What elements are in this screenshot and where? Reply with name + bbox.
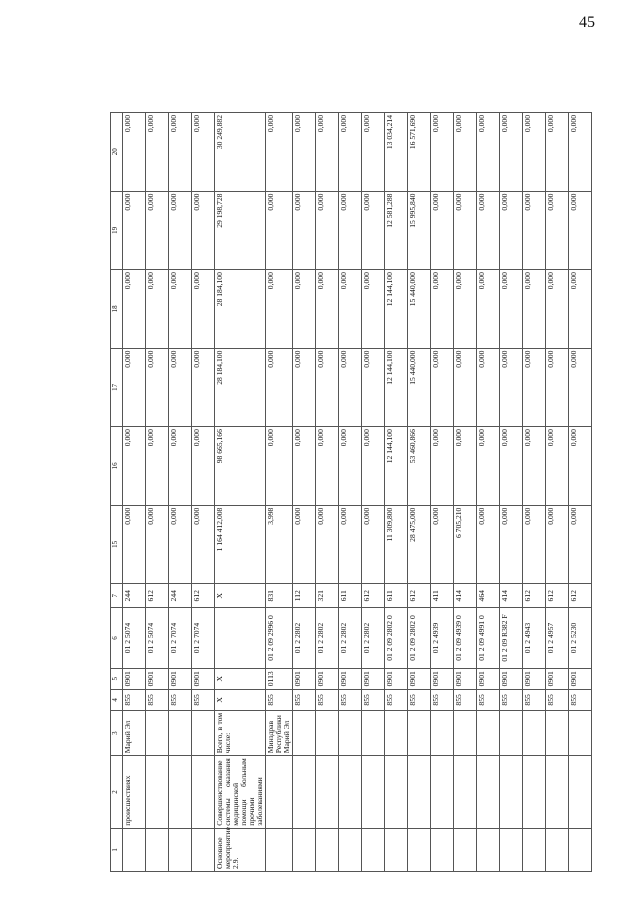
grbs-cell: 855 <box>192 689 215 710</box>
value-cell: 28 475,000 <box>407 505 430 584</box>
description-cell: Совершенствование системы оказания медицинской помощи больным прочими заболеваниями <box>215 756 266 828</box>
value-cell: 0,000 <box>265 427 292 506</box>
grbs-cell: 855 <box>545 689 568 710</box>
value-cell: 0,000 <box>315 270 338 349</box>
executor-cell <box>361 710 384 755</box>
rzpr-cell: 0901 <box>123 668 146 689</box>
vr-cell: 244 <box>169 584 192 608</box>
value-cell: 0,000 <box>265 191 292 270</box>
table-body <box>123 113 592 872</box>
description-cell <box>315 756 338 828</box>
executor-cell <box>522 710 545 755</box>
executor-cell <box>192 710 215 755</box>
value-cell: 0,000 <box>146 113 169 192</box>
value-cell: 0,000 <box>192 270 215 349</box>
description-cell <box>545 756 568 828</box>
table-row <box>545 113 568 872</box>
table-row <box>192 113 215 872</box>
value-cell: 11 309,800 <box>384 505 407 584</box>
rotated-table-container <box>110 112 578 872</box>
value-cell: 0,000 <box>453 348 476 427</box>
rzpr-cell: 0901 <box>545 668 568 689</box>
vr-cell: 612 <box>545 584 568 608</box>
vr-cell: 611 <box>338 584 361 608</box>
table-row <box>265 113 292 872</box>
value-cell: 0,000 <box>453 113 476 192</box>
value-cell: 0,000 <box>522 270 545 349</box>
measure-cell <box>338 828 361 871</box>
table-row <box>407 113 430 872</box>
grbs-cell: 855 <box>430 689 453 710</box>
description-cell <box>453 756 476 828</box>
csr-cell: 01 2 2802 <box>338 608 361 668</box>
table-row <box>338 113 361 872</box>
column-header: 15 <box>111 505 123 584</box>
measure-cell <box>522 828 545 871</box>
value-cell: 28 184,100 <box>215 348 266 427</box>
executor-cell: Марий Эл <box>123 710 146 755</box>
table-row <box>522 113 545 872</box>
description-cell <box>361 756 384 828</box>
rzpr-cell: 0901 <box>146 668 169 689</box>
table-row <box>292 113 315 872</box>
measure-cell <box>361 828 384 871</box>
executor-cell: Всего, в том числе: <box>215 710 266 755</box>
value-cell: 0,000 <box>169 191 192 270</box>
vr-cell: 414 <box>453 584 476 608</box>
vr-cell: 612 <box>146 584 169 608</box>
grbs-cell: Х <box>215 689 266 710</box>
value-cell: 30 249,882 <box>215 113 266 192</box>
table-row <box>453 113 476 872</box>
header-row <box>111 113 123 872</box>
csr-cell: 01 2 7074 <box>169 608 192 668</box>
grbs-cell: 855 <box>407 689 430 710</box>
rzpr-cell: 0901 <box>522 668 545 689</box>
value-cell: 0,000 <box>361 270 384 349</box>
value-cell: 12 144,100 <box>384 270 407 349</box>
value-cell: 0,000 <box>169 348 192 427</box>
measure-cell: Основное мероприятие 2.9. <box>215 828 266 871</box>
vr-cell: 464 <box>476 584 499 608</box>
value-cell: 0,000 <box>315 505 338 584</box>
grbs-cell: 855 <box>453 689 476 710</box>
column-header: 5 <box>111 668 123 689</box>
value-cell: 0,000 <box>545 113 568 192</box>
measure-cell <box>384 828 407 871</box>
value-cell: 0,000 <box>338 427 361 506</box>
value-cell: 0,000 <box>522 348 545 427</box>
value-cell: 15 440,000 <box>407 270 430 349</box>
value-cell: 0,000 <box>476 348 499 427</box>
value-cell: 0,000 <box>292 191 315 270</box>
table-row <box>215 113 266 872</box>
value-cell: 0,000 <box>499 427 522 506</box>
value-cell: 0,000 <box>453 191 476 270</box>
vr-cell: 831 <box>265 584 292 608</box>
table-row <box>430 113 453 872</box>
value-cell: 28 184,100 <box>215 270 266 349</box>
rzpr-cell: 0901 <box>476 668 499 689</box>
value-cell: 6 705,210 <box>453 505 476 584</box>
vr-cell: Х <box>215 584 266 608</box>
table-row <box>123 113 146 872</box>
value-cell: 0,000 <box>430 427 453 506</box>
measure-cell <box>169 828 192 871</box>
value-cell: 0,000 <box>123 348 146 427</box>
grbs-cell: 855 <box>476 689 499 710</box>
value-cell: 0,000 <box>146 427 169 506</box>
rzpr-cell: 0901 <box>315 668 338 689</box>
csr-cell <box>215 608 266 668</box>
rzpr-cell: 0901 <box>338 668 361 689</box>
measure-cell <box>192 828 215 871</box>
value-cell: 0,000 <box>430 505 453 584</box>
column-header: 18 <box>111 270 123 349</box>
value-cell: 0,000 <box>545 505 568 584</box>
value-cell: 0,000 <box>146 348 169 427</box>
value-cell: 0,000 <box>123 505 146 584</box>
value-cell: 0,000 <box>315 113 338 192</box>
table-row <box>499 113 522 872</box>
executor-cell <box>338 710 361 755</box>
rzpr-cell: 0901 <box>430 668 453 689</box>
value-cell: 53 460,866 <box>407 427 430 506</box>
description-cell <box>384 756 407 828</box>
value-cell: 0,000 <box>338 113 361 192</box>
measure-cell <box>499 828 522 871</box>
executor-cell: Минздрав Республики Марий Эл <box>265 710 292 755</box>
grbs-cell: 855 <box>568 689 591 710</box>
csr-cell: 01 2 4957 <box>545 608 568 668</box>
value-cell: 0,000 <box>430 348 453 427</box>
executor-cell <box>384 710 407 755</box>
grbs-cell: 855 <box>265 689 292 710</box>
column-header: 3 <box>111 710 123 755</box>
vr-cell: 414 <box>499 584 522 608</box>
measure-cell <box>430 828 453 871</box>
value-cell: 12 581,288 <box>384 191 407 270</box>
value-cell: 0,000 <box>499 191 522 270</box>
executor-cell <box>453 710 476 755</box>
value-cell: 0,000 <box>476 270 499 349</box>
table-row <box>315 113 338 872</box>
vr-cell: 612 <box>568 584 591 608</box>
executor-cell <box>292 710 315 755</box>
grbs-cell: 855 <box>338 689 361 710</box>
value-cell: 0,000 <box>192 113 215 192</box>
value-cell: 0,000 <box>522 427 545 506</box>
rzpr-cell: 0901 <box>407 668 430 689</box>
value-cell: 15 440,000 <box>407 348 430 427</box>
value-cell: 0,000 <box>146 191 169 270</box>
vr-cell: 611 <box>384 584 407 608</box>
value-cell: 0,000 <box>192 505 215 584</box>
value-cell: 0,000 <box>338 191 361 270</box>
csr-cell: 01 2 09 2802 0 <box>407 608 430 668</box>
value-cell: 0,000 <box>338 270 361 349</box>
value-cell: 0,000 <box>292 348 315 427</box>
value-cell: 0,000 <box>169 427 192 506</box>
table-row <box>476 113 499 872</box>
value-cell: 0,000 <box>522 113 545 192</box>
executor-cell <box>476 710 499 755</box>
description-cell <box>338 756 361 828</box>
grbs-cell: 855 <box>146 689 169 710</box>
value-cell: 0,000 <box>315 191 338 270</box>
value-cell: 0,000 <box>123 427 146 506</box>
value-cell: 0,000 <box>499 348 522 427</box>
value-cell: 0,000 <box>568 113 591 192</box>
description-cell <box>522 756 545 828</box>
csr-cell: 01 2 2802 <box>361 608 384 668</box>
rzpr-cell: 0901 <box>292 668 315 689</box>
measure-cell <box>453 828 476 871</box>
value-cell: 0,000 <box>315 427 338 506</box>
value-cell: 0,000 <box>169 113 192 192</box>
page-number: 45 <box>579 14 595 31</box>
vr-cell: 612 <box>407 584 430 608</box>
value-cell: 0,000 <box>169 270 192 349</box>
executor-cell <box>169 710 192 755</box>
column-header: 20 <box>111 113 123 192</box>
value-cell: 0,000 <box>430 113 453 192</box>
column-header: 6 <box>111 608 123 668</box>
rzpr-cell: 0901 <box>384 668 407 689</box>
csr-cell: 01 2 5230 <box>568 608 591 668</box>
value-cell: 0,000 <box>361 348 384 427</box>
description-cell <box>265 756 292 828</box>
description-cell <box>407 756 430 828</box>
description-cell <box>568 756 591 828</box>
measure-cell <box>146 828 169 871</box>
csr-cell: 01 2 4943 <box>522 608 545 668</box>
rzpr-cell: 0113 <box>265 668 292 689</box>
value-cell: 0,000 <box>476 191 499 270</box>
value-cell: 0,000 <box>361 113 384 192</box>
value-cell: 12 144,100 <box>384 427 407 506</box>
value-cell: 0,000 <box>499 270 522 349</box>
column-header: 4 <box>111 689 123 710</box>
column-header: 19 <box>111 191 123 270</box>
value-cell: 0,000 <box>123 113 146 192</box>
executor-cell <box>430 710 453 755</box>
rzpr-cell: Х <box>215 668 266 689</box>
grbs-cell: 855 <box>522 689 545 710</box>
executor-cell <box>407 710 430 755</box>
value-cell: 0,000 <box>568 427 591 506</box>
csr-cell: 01 2 2802 <box>292 608 315 668</box>
description-cell: происшествиях <box>123 756 146 828</box>
vr-cell: 321 <box>315 584 338 608</box>
description-cell <box>430 756 453 828</box>
vr-cell: 612 <box>192 584 215 608</box>
csr-cell: 01 2 7074 <box>192 608 215 668</box>
value-cell: 0,000 <box>545 270 568 349</box>
csr-cell: 01 2 09 4991 0 <box>476 608 499 668</box>
value-cell: 0,000 <box>453 427 476 506</box>
csr-cell: 01 2 5074 <box>123 608 146 668</box>
value-cell: 0,000 <box>338 348 361 427</box>
value-cell: 0,000 <box>499 113 522 192</box>
csr-cell: 01 2 5074 <box>146 608 169 668</box>
executor-cell <box>315 710 338 755</box>
table-row <box>384 113 407 872</box>
value-cell: 0,000 <box>265 270 292 349</box>
value-cell: 0,000 <box>476 505 499 584</box>
grbs-cell: 855 <box>499 689 522 710</box>
measure-cell <box>407 828 430 871</box>
budget-table <box>110 112 592 872</box>
value-cell: 0,000 <box>292 427 315 506</box>
column-header: 7 <box>111 584 123 608</box>
value-cell: 0,000 <box>265 113 292 192</box>
value-cell: 0,000 <box>123 191 146 270</box>
measure-cell <box>265 828 292 871</box>
table-row <box>169 113 192 872</box>
value-cell: 0,000 <box>568 191 591 270</box>
rzpr-cell: 0901 <box>499 668 522 689</box>
rzpr-cell: 0901 <box>453 668 476 689</box>
value-cell: 0,000 <box>430 270 453 349</box>
rzpr-cell: 0901 <box>361 668 384 689</box>
description-cell <box>292 756 315 828</box>
measure-cell <box>545 828 568 871</box>
csr-cell: 01 2 2802 <box>315 608 338 668</box>
grbs-cell: 855 <box>123 689 146 710</box>
value-cell: 0,000 <box>499 505 522 584</box>
column-header: 2 <box>111 756 123 828</box>
csr-cell: 01 2 09 R382 F <box>499 608 522 668</box>
value-cell: 0,000 <box>476 427 499 506</box>
measure-cell <box>315 828 338 871</box>
value-cell: 0,000 <box>315 348 338 427</box>
value-cell: 0,000 <box>123 270 146 349</box>
rzpr-cell: 0901 <box>192 668 215 689</box>
value-cell: 1 164 412,008 <box>215 505 266 584</box>
value-cell: 0,000 <box>545 427 568 506</box>
column-header: 16 <box>111 427 123 506</box>
measure-cell <box>292 828 315 871</box>
value-cell: 0,000 <box>545 191 568 270</box>
table-row <box>146 113 169 872</box>
value-cell: 16 571,690 <box>407 113 430 192</box>
column-header: 17 <box>111 348 123 427</box>
value-cell: 0,000 <box>568 270 591 349</box>
measure-cell <box>123 828 146 871</box>
measure-cell <box>476 828 499 871</box>
vr-cell: 112 <box>292 584 315 608</box>
executor-cell <box>568 710 591 755</box>
value-cell: 0,000 <box>146 505 169 584</box>
value-cell: 0,000 <box>568 505 591 584</box>
csr-cell: 01 2 09 2802 0 <box>384 608 407 668</box>
value-cell: 15 995,840 <box>407 191 430 270</box>
executor-cell <box>545 710 568 755</box>
description-cell <box>192 756 215 828</box>
csr-cell: 01 2 4939 <box>430 608 453 668</box>
description-cell <box>146 756 169 828</box>
grbs-cell: 855 <box>315 689 338 710</box>
column-header: 1 <box>111 828 123 871</box>
value-cell: 0,000 <box>476 113 499 192</box>
value-cell: 98 665,166 <box>215 427 266 506</box>
value-cell: 0,000 <box>192 191 215 270</box>
value-cell: 29 198,728 <box>215 191 266 270</box>
table-row <box>361 113 384 872</box>
value-cell: 0,000 <box>192 427 215 506</box>
grbs-cell: 855 <box>169 689 192 710</box>
value-cell: 0,000 <box>338 505 361 584</box>
value-cell: 0,000 <box>545 348 568 427</box>
rzpr-cell: 0901 <box>169 668 192 689</box>
value-cell: 12 144,100 <box>384 348 407 427</box>
executor-cell <box>146 710 169 755</box>
measure-cell <box>568 828 591 871</box>
value-cell: 0,000 <box>292 270 315 349</box>
description-cell <box>499 756 522 828</box>
value-cell: 13 034,214 <box>384 113 407 192</box>
csr-cell: 01 2 09 4939 0 <box>453 608 476 668</box>
grbs-cell: 855 <box>292 689 315 710</box>
description-cell <box>169 756 192 828</box>
value-cell: 0,000 <box>169 505 192 584</box>
executor-cell <box>499 710 522 755</box>
value-cell: 0,000 <box>361 505 384 584</box>
value-cell: 0,000 <box>265 348 292 427</box>
value-cell: 0,000 <box>292 505 315 584</box>
vr-cell: 612 <box>361 584 384 608</box>
csr-cell: 01 2 09 2996 0 <box>265 608 292 668</box>
rzpr-cell: 0901 <box>568 668 591 689</box>
value-cell: 0,000 <box>361 427 384 506</box>
vr-cell: 411 <box>430 584 453 608</box>
value-cell: 0,000 <box>430 191 453 270</box>
table-row <box>568 113 591 872</box>
value-cell: 0,000 <box>522 505 545 584</box>
vr-cell: 244 <box>123 584 146 608</box>
value-cell: 0,000 <box>453 270 476 349</box>
value-cell: 0,000 <box>361 191 384 270</box>
value-cell: 0,000 <box>522 191 545 270</box>
vr-cell: 612 <box>522 584 545 608</box>
description-cell <box>476 756 499 828</box>
value-cell: 0,000 <box>146 270 169 349</box>
grbs-cell: 855 <box>361 689 384 710</box>
value-cell: 0,000 <box>292 113 315 192</box>
value-cell: 0,000 <box>192 348 215 427</box>
value-cell: 0,000 <box>568 348 591 427</box>
grbs-cell: 855 <box>384 689 407 710</box>
value-cell: 3,998 <box>265 505 292 584</box>
